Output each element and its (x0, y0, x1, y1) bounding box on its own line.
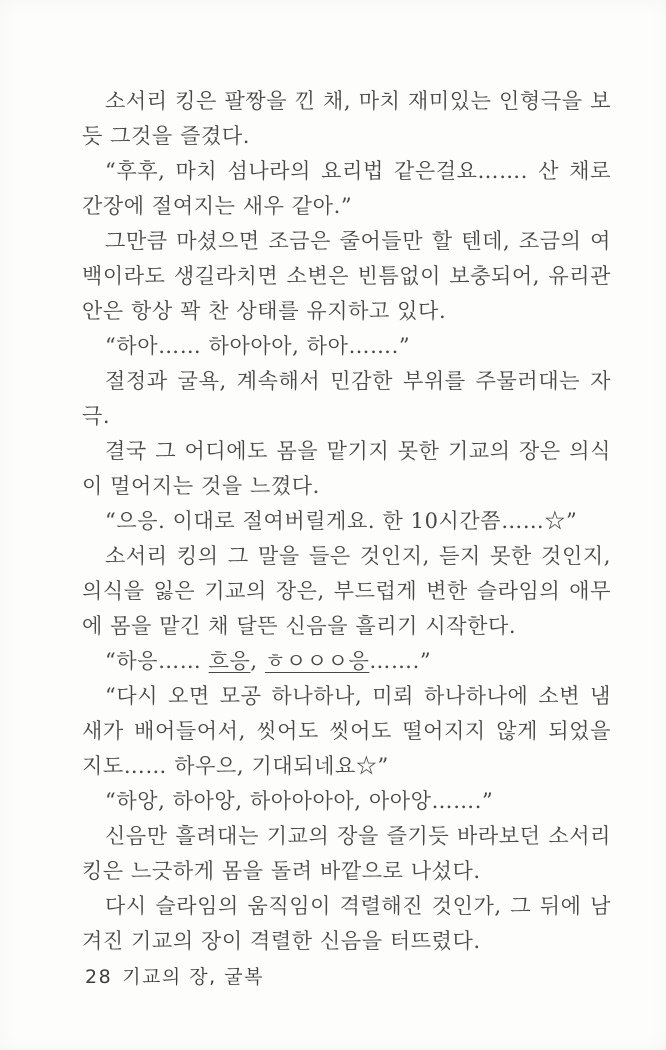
paragraph (82, 434, 611, 504)
text-segment: “하응…… (105, 649, 209, 673)
paragraph (82, 84, 611, 154)
paragraph (82, 819, 611, 889)
text-segment: , (250, 649, 265, 673)
text-segment: 신음만 흘려대는 기교의 장을 즐기듯 바라보던 소서리 킹은 느긋하게 몸을 돌려 바깥으로 나섰다. (82, 824, 611, 883)
text-segment: …….” (369, 649, 432, 673)
underlined-text: ㅎㅇㅇㅇ응 (264, 649, 370, 673)
text-segment: 그만큼 마셨으면 조금은 줄어들만 할 텐데, 조금의 여백이라도 생길라치면 소변은 빈틈없이 보충되어, 유리관 안은 항상 꽉 찬 상태를 유지하고 있다. (82, 229, 611, 323)
paragraph (82, 889, 611, 959)
paragraph (82, 364, 611, 434)
underlined-text: 흐응 (208, 649, 251, 673)
text-segment: “하앙, 하아앙, 하아아아아, 아아앙…….” (105, 789, 494, 813)
text-segment: “다시 오면 모공 하나하나, 미뢰 하나하나에 소변 냄새가 배어들어서, 씻어도 씻어도 떨어지지 않게 되었을지도…… 하우으, 기대되네요☆” (82, 684, 611, 778)
paragraph (82, 784, 611, 819)
paragraph (82, 504, 611, 539)
text-segment: 절정과 굴욕, 계속해서 민감한 부위를 주물러대는 자극. (82, 369, 611, 428)
text-segment: 소서리 킹의 그 말을 들은 것인지, 듣지 못한 것인지, 의식을 잃은 기교의 장은, 부드럽게 변한 슬라임의 애무에 몸을 맡긴 채 달뜬 신음을 흘리기 시작한다. (82, 544, 611, 638)
text-segment: “으응. 이대로 절여버릴게요. 한 10시간쯤……☆” (105, 509, 578, 533)
paragraph (82, 539, 611, 644)
paragraph (82, 644, 611, 679)
running-title: 기교의 장, 굴복 (122, 966, 264, 988)
text-segment: 다시 슬라임의 움직임이 격렬해진 것인가, 그 뒤에 남겨진 기교의 장이 격렬한 신음을 터뜨렸다. (82, 894, 611, 953)
text-block (82, 84, 611, 959)
text-segment: 결국 그 어디에도 몸을 맡기지 못한 기교의 장은 의식이 멀어지는 것을 느꼈다. (82, 439, 611, 498)
text-segment: “하아…… 하아아아, 하아…….” (105, 334, 411, 358)
paragraph (82, 224, 611, 329)
text-segment: “후후, 마치 섬나라의 요리법 같은걸요……. 산 채로 간장에 절여지는 새우 같아.” (82, 159, 611, 218)
page-number: 28 (85, 966, 113, 988)
paragraph (82, 154, 611, 224)
text-segment: 소서리 킹은 팔짱을 낀 채, 마치 재미있는 인형극을 보듯 그것을 즐겼다. (82, 89, 611, 148)
paragraph (82, 679, 611, 784)
page-footer (85, 962, 264, 989)
paragraph (82, 329, 611, 364)
